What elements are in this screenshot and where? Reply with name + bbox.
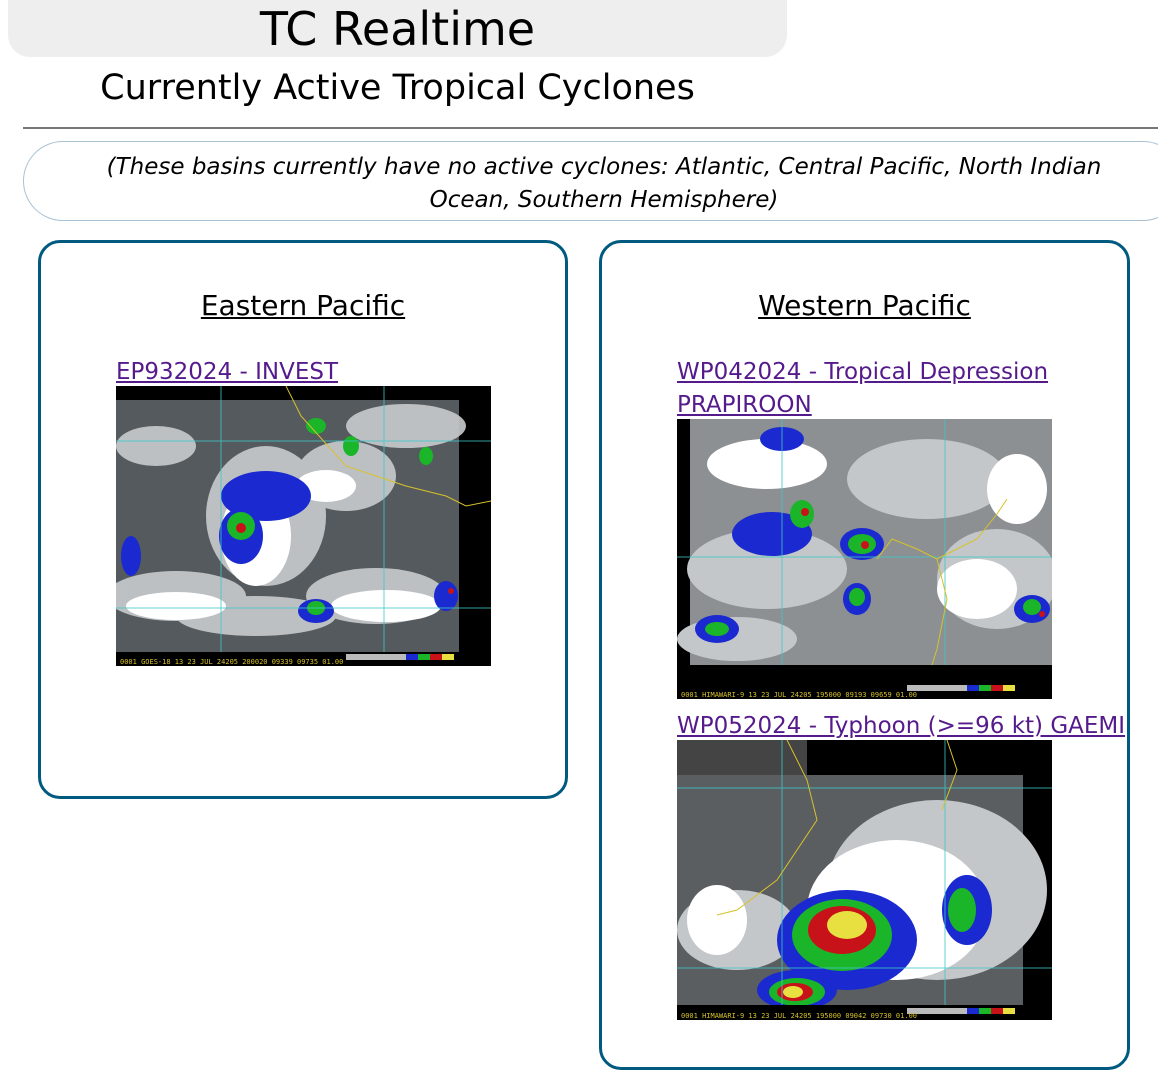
satellite-image-wp052024[interactable] bbox=[677, 740, 1052, 1020]
header-divider bbox=[23, 127, 1158, 129]
storm-link-wp042024[interactable]: WP042024 - Tropical Depression PRAPIROON bbox=[677, 359, 1049, 418]
satellite-caption-ep932024: 0001 GOES-18 13 23 JUL 24205 200020 09339 09735 01.00 bbox=[120, 658, 344, 666]
satellite-image-ep932024[interactable] bbox=[116, 386, 491, 666]
page-subtitle: Currently Active Tropical Cyclones bbox=[100, 68, 695, 108]
page-title: TC Realtime bbox=[259, 1, 536, 56]
title-bar bbox=[8, 0, 787, 57]
basin-panel-eastern-pacific bbox=[38, 240, 568, 799]
satellite-caption-wp052024: 0001 HIMAWARI-9 13 23 JUL 24205 195000 09042 09730 01.00 bbox=[681, 1012, 918, 1020]
basin-panel-western-pacific bbox=[599, 240, 1130, 1070]
storm-link-wp052024[interactable]: WP052024 - Typhoon (>=96 kt) GAEMI bbox=[677, 713, 1126, 739]
inactive-basins-notice bbox=[23, 141, 1158, 221]
satellite-caption-wp042024: 0001 HIMAWARI-9 13 23 JUL 24205 195000 09193 09659 01.00 bbox=[681, 691, 918, 699]
inactive-basins-text: (These basins currently have no active cyclones: Atlantic, Central Pacific, North Indian Ocean, Southern Hemisphere) bbox=[106, 154, 1102, 213]
storm-link-ep932024[interactable]: EP932024 - INVEST bbox=[116, 359, 339, 385]
satellite-image-wp042024[interactable] bbox=[677, 419, 1052, 699]
basin-heading-western-pacific: Western Pacific bbox=[758, 289, 971, 322]
basin-heading-eastern-pacific: Eastern Pacific bbox=[200, 289, 406, 322]
